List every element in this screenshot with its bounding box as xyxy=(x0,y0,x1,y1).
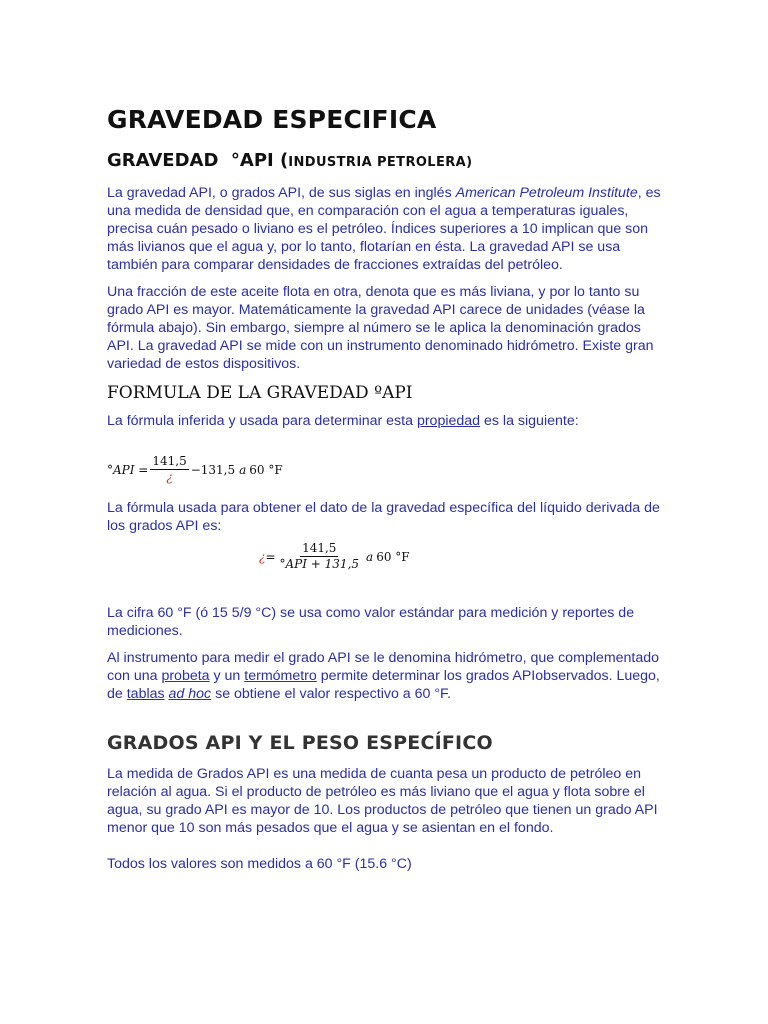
paragraph-standard-temperature: La cifra 60 °F (ó 15 5/9 °C) se usa como valor estándar para medición y reportes de mediciones. xyxy=(107,605,635,639)
termometro-link[interactable]: termómetro xyxy=(244,668,317,684)
formula-sg-cond: a xyxy=(366,549,374,564)
paragraph-hydrometer-a: Al instrumento para medir el grado API se le denomina hidrómetro, que complementado con una xyxy=(107,650,660,684)
formula-sg-temp: 60 °F xyxy=(376,549,410,564)
paragraph-formula-intro xyxy=(107,412,667,430)
formula-sg-fraction xyxy=(278,541,362,572)
paragraph-api-fraction: Una fracción de este aceite flota en otra, denota que es más liviana, y por lo tanto su grado API es mayor. Matemáticamente la gravedad API carece de unidades (véase la fórmula abajo). Sin embargo, siempre al número se le aplica la denominación grados API. La gravedad API se mide con un instrumento denominado hidrómetro. Existe gran variedad de estos dispositivos. xyxy=(107,284,654,372)
paragraph-formula-intro-a: La fórmula inferida y usada para determinar esta xyxy=(107,413,417,429)
section-heading-grados-api: GRADOS API Y EL PESO ESPECÍFICO xyxy=(107,732,493,754)
paragraph-hydrometer xyxy=(107,649,667,703)
paragraph-measured-values: Todos los valores son medidos a 60 °F (15.6 °C) xyxy=(107,856,412,872)
formula-api-cond: a xyxy=(239,462,247,477)
formula-api xyxy=(107,454,667,485)
section-heading-formula: FORMULA DE LA GRAVEDAD ºAPI xyxy=(107,383,413,403)
paragraph-api-definition-a: La gravedad API, o grados API, de sus siglas en inglés xyxy=(107,185,456,201)
page-title: GRAVEDAD ESPECIFICA xyxy=(107,105,437,134)
propiedad-link[interactable]: propiedad xyxy=(416,413,481,429)
paragraph-hydrometer-e: se obtiene el valor respectivo a 60 °F. xyxy=(211,686,452,702)
section-heading-api-small: INDUSTRIA PETROLERA) xyxy=(288,155,473,170)
tablas-link[interactable]: tablas xyxy=(126,686,165,702)
formula-api-lhs: °API = xyxy=(107,462,149,477)
paragraph-api-definition-b: , es una medida de densidad que, en comparación con el agua a temperaturas iguales, precisa cuán pesado o liviano es el petróleo. Índices superiores a 10 implican que son más livianos que el agua y, por lo tanto, flotarían en ésta. La gravedad API se usa también para comparar densidades de fracciones extraídas del petróleo. xyxy=(107,185,661,273)
paragraph-api-definition xyxy=(107,184,667,274)
probeta-link[interactable]: probeta xyxy=(161,668,210,684)
formula-sg-denominator: °API + 131,5 xyxy=(279,557,360,571)
formula-specific-gravity xyxy=(259,541,667,572)
formula-api-temp: 60 °F xyxy=(249,462,283,477)
formula-api-fraction xyxy=(150,454,188,485)
formula-api-rest: −131,5 xyxy=(190,462,236,477)
paragraph-formula-intro-b: es la siguiente: xyxy=(480,413,579,429)
paragraph-hydrometer-c: permite determinar los grados APIobservados. Luego, de xyxy=(107,668,660,702)
formula-sg-numerator: 141,5 xyxy=(302,541,337,555)
formula-api-denominator: ¿ xyxy=(166,470,173,484)
section-heading-api-main: GRAVEDAD °API ( xyxy=(107,150,289,171)
paragraph-grados-api-weight: La medida de Grados API es una medida de cuanta pesa un producto de petróleo en relación al agua. Si el producto de petróleo es más liviano que el agua y flota sobre el agua, su grado API es mayor de 10. Los productos de petróleo que tienen un grado API menor que 10 son más pesados que el agua y se asientan en el fondo. xyxy=(107,766,658,836)
section-heading-api xyxy=(107,148,667,176)
formula-sg-lhs: ¿ xyxy=(259,549,266,564)
american-petroleum-institute-term: American Petroleum Institute xyxy=(455,185,638,201)
document-page xyxy=(107,100,667,873)
formula-api-numerator: 141,5 xyxy=(152,454,187,468)
ad-hoc-link[interactable]: ad hoc xyxy=(168,686,212,702)
formula-sg-eq: = xyxy=(265,549,276,564)
paragraph-hydrometer-b: y un xyxy=(209,668,245,684)
paragraph-specific-gravity-intro: La fórmula usada para obtener el dato de la gravedad específica del líquido derivada de los grados API es: xyxy=(107,500,660,534)
